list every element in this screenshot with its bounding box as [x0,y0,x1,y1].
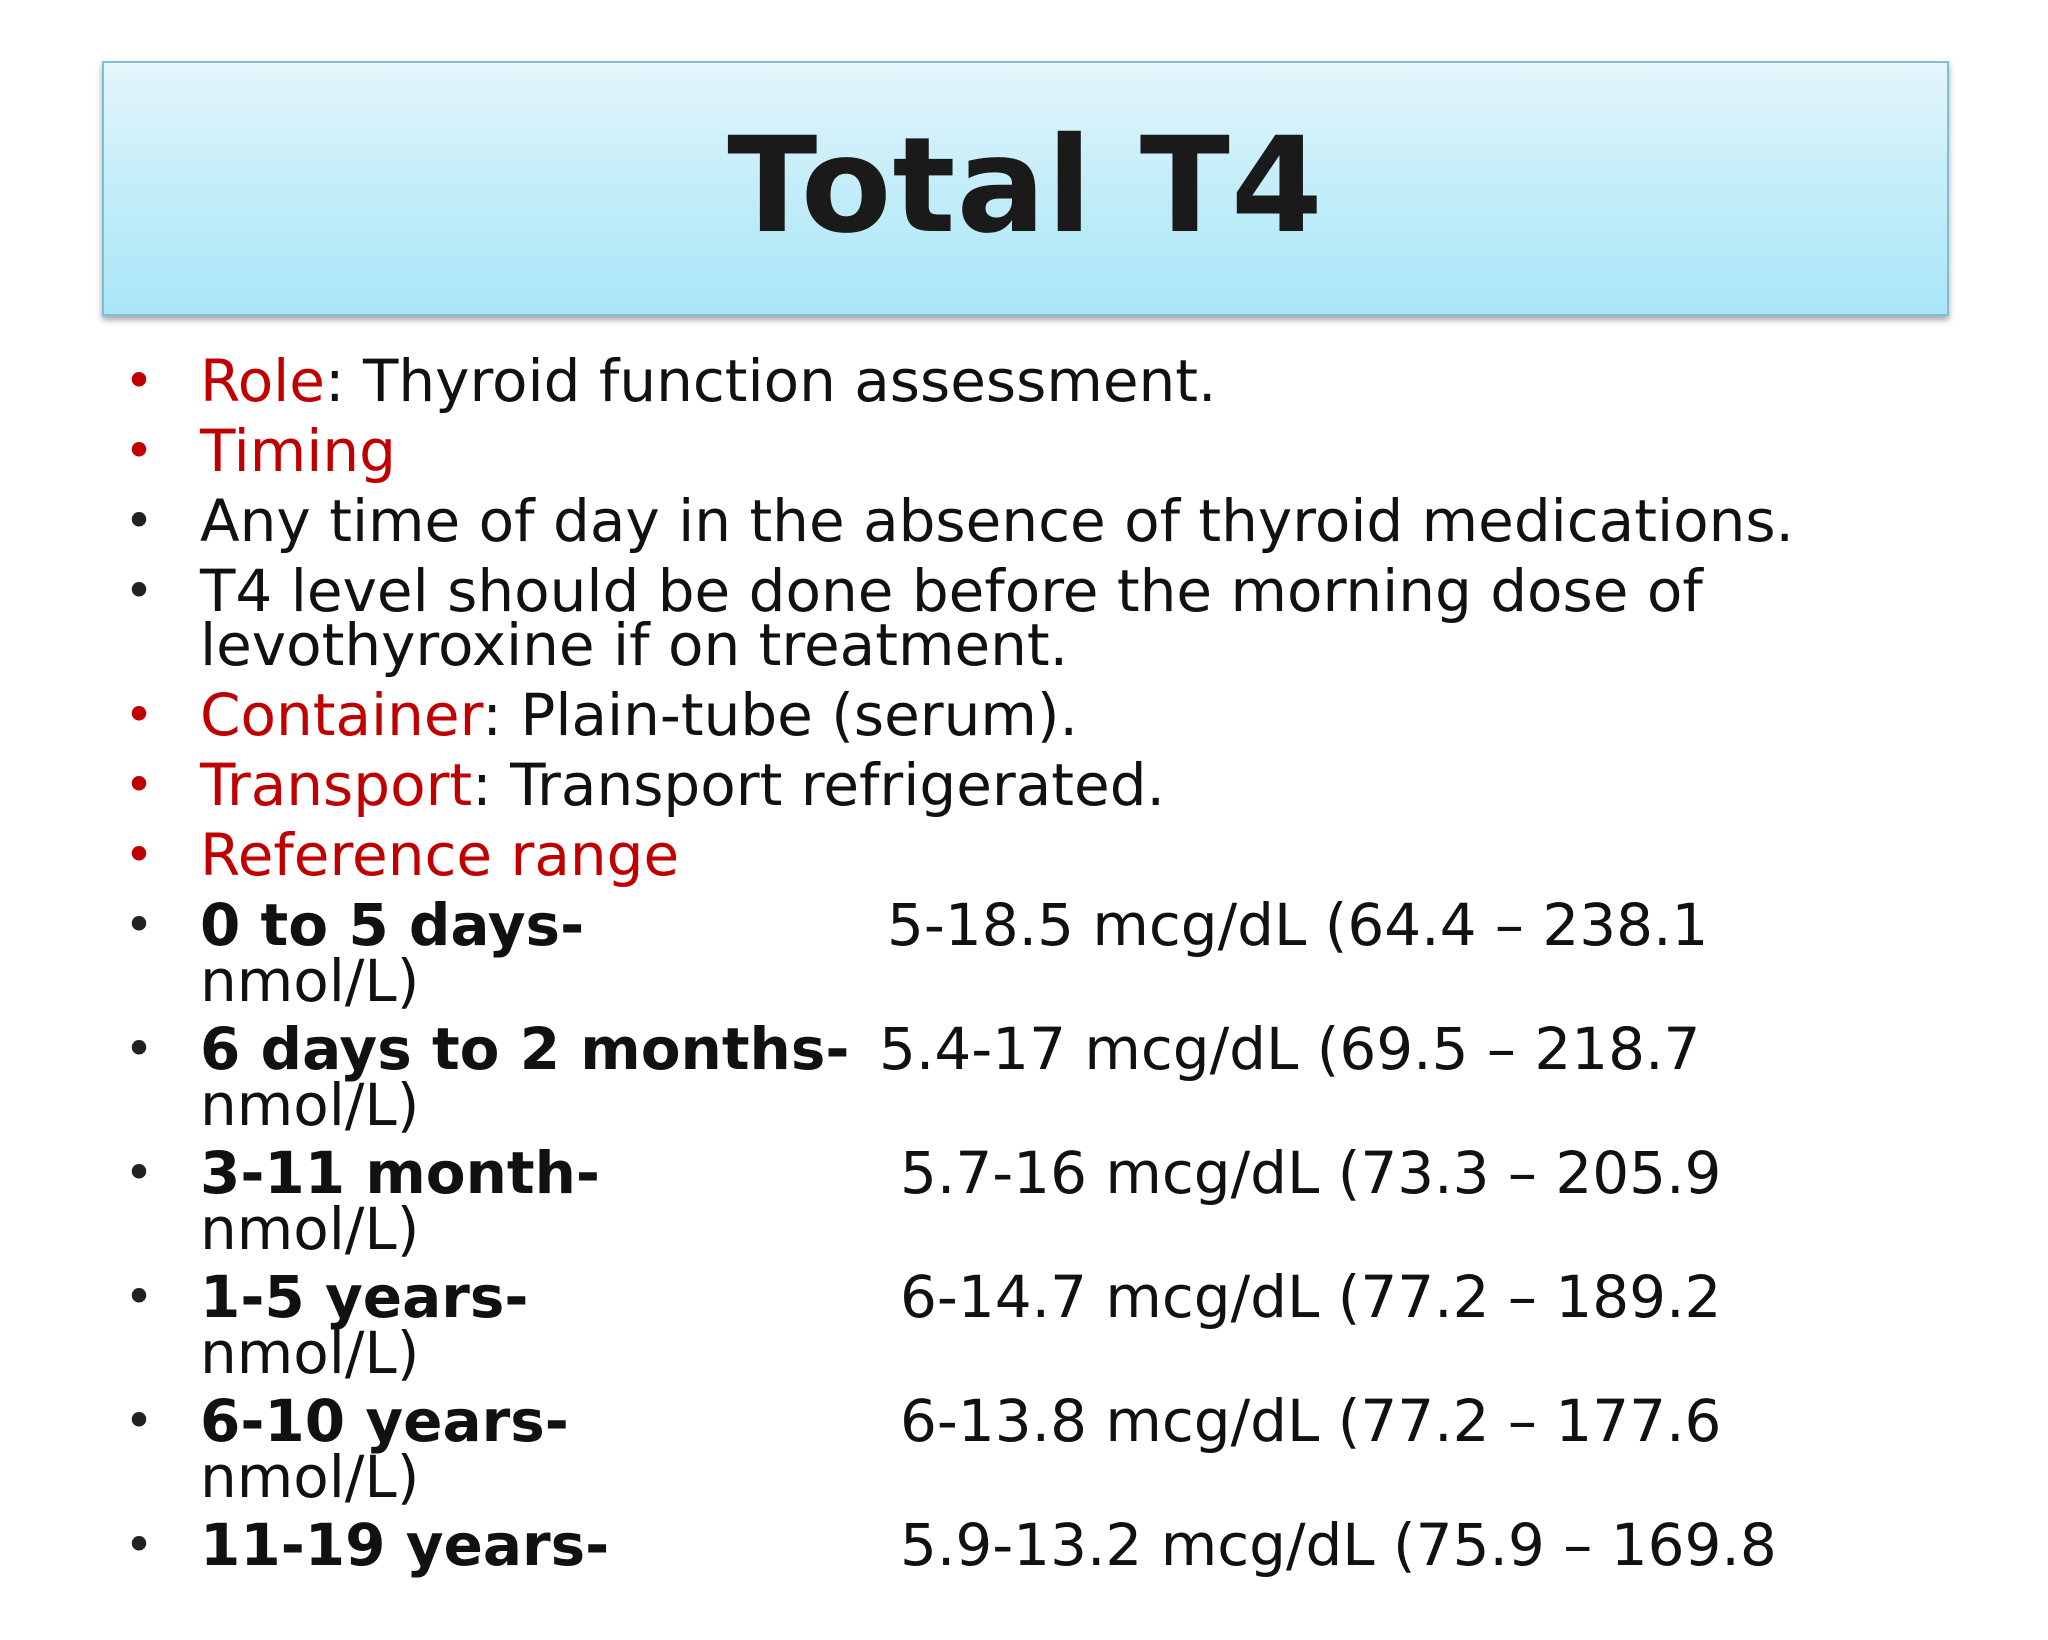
range-row [124,1387,2000,1516]
range-row [124,891,2000,1020]
range-unit: nmol/L) [200,1071,420,1139]
list-item-transport [124,751,2000,819]
bullet-icon: • [124,1020,154,1078]
range-value: 5.7-16 mcg/dL (73.3 – 205.9 [900,1139,1722,1207]
range-value: 6-13.8 mcg/dL (77.2 – 177.6 [900,1387,1722,1455]
bullet-icon: • [124,492,154,550]
bullet-icon: • [124,896,154,954]
item-label: Timing [200,417,396,485]
list-item-timing [124,417,2000,485]
list-item-t4-level-cont [200,611,2000,679]
bullet-icon: • [124,686,154,744]
range-unit: nmol/L) [200,1195,420,1263]
item-text: T4 level should be done before the morning dose of [200,557,1703,625]
range-age: 0 to 5 days- [200,891,585,959]
range-unit: nmol/L) [200,1319,420,1387]
item-text: : Transport refrigerated. [472,751,1165,819]
item-text: : Thyroid function assessment. [324,347,1217,415]
title-banner [102,61,1949,316]
list-item-reference-range [124,821,2000,889]
range-value: 6-14.7 mcg/dL (77.2 – 189.2 [900,1263,1722,1331]
item-label: Role [200,347,325,415]
range-unit: nmol/L) [200,1443,420,1511]
range-age: 1-5 years- [200,1263,529,1331]
item-label: Reference range [200,821,680,889]
list-item-role [124,347,2000,415]
range-row [124,1511,2000,1640]
range-value: 5-18.5 mcg/dL (64.4 – 238.1 [887,891,1709,959]
bullet-icon: • [124,1392,154,1450]
bullet-icon: • [124,422,154,480]
item-label: Transport [200,751,473,819]
bullet-icon: • [124,1516,154,1574]
item-text: Any time of day in the absence of thyroid medications. [200,487,1794,555]
item-label: Container [200,681,483,749]
list-item-any-time [124,487,2000,555]
bullet-list [0,347,2048,1640]
range-row [124,1263,2000,1392]
item-text-cont: levothyroxine if on treatment. [200,611,1069,679]
range-age: 3-11 month- [200,1139,600,1207]
range-row [124,1015,2000,1144]
bullet-icon: • [124,826,154,884]
bullet-icon: • [124,562,154,620]
range-value: 5.4-17 mcg/dL (69.5 – 218.7 [879,1015,1701,1083]
range-age: 11-19 years- [200,1511,610,1579]
range-value: 5.9-13.2 mcg/dL (75.9 – 169.8 [900,1511,1777,1579]
bullet-icon: • [124,756,154,814]
range-row [124,1139,2000,1268]
list-item-container [124,681,2000,749]
item-text: : Plain-tube (serum). [482,681,1078,749]
range-age: 6 days to 2 months- [200,1015,850,1083]
range-age: 6-10 years- [200,1387,569,1455]
slide-title: Total T4 [727,108,1324,263]
bullet-icon: • [124,1144,154,1202]
range-unit: nmol/L) [200,947,420,1015]
bullet-icon: • [124,1268,154,1326]
bullet-icon: • [124,352,154,410]
